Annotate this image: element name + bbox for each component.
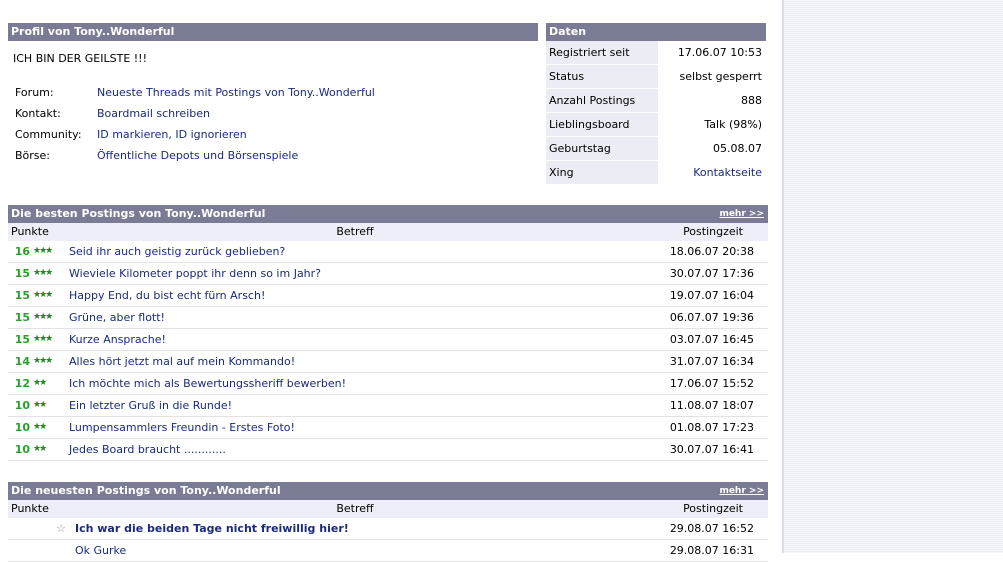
best-postings-panel <box>8 205 768 461</box>
best-postings-header <box>8 205 768 223</box>
newest-postings-list <box>8 518 768 562</box>
posting-subject <box>66 373 654 394</box>
posting-points: 15 <box>14 311 30 324</box>
newest-postings-panel <box>8 482 768 562</box>
posting-subject-link[interactable]: Ok Gurke <box>75 544 127 557</box>
posting-time: 30.07.07 16:41 <box>669 443 754 456</box>
id-ignorieren-link[interactable]: ID ignorieren <box>175 128 247 141</box>
posting-points: 10 <box>14 443 30 456</box>
posting-points: 10 <box>14 399 30 412</box>
posting-row <box>8 439 768 461</box>
col-betreff: Betreff <box>336 502 374 515</box>
posting-subject-link[interactable]: Kurze Ansprache! <box>69 333 166 346</box>
posting-points: 16 <box>14 245 30 258</box>
posting-points: 15 <box>14 267 30 280</box>
rating-stars-icon: ★★★ <box>33 268 52 278</box>
posting-time: 03.07.07 16:45 <box>669 333 754 346</box>
rating-stars-icon: ★★★ <box>33 290 52 300</box>
forum-threads-link[interactable]: Neueste Threads mit Postings von Tony..Wonderful <box>97 86 375 99</box>
xing-contact-link[interactable]: Kontaktseite <box>693 166 762 179</box>
col-postingzeit: Postingzeit <box>683 225 743 238</box>
posting-time: 31.07.07 16:34 <box>669 355 754 368</box>
data-value: Talk (98%) <box>658 113 766 137</box>
rating-stars-icon: ★★★ <box>33 246 52 256</box>
posting-subject-link[interactable]: Lumpensammlers Freundin - Erstes Foto! <box>69 421 295 434</box>
posting-points: 15 <box>14 289 30 302</box>
data-value: 17.06.07 10:53 <box>658 41 766 65</box>
posting-time: 30.07.07 17:36 <box>669 267 754 280</box>
rating-stars-icon: ★★★ <box>33 356 52 366</box>
posting-row <box>8 285 768 307</box>
posting-time: 19.07.07 16:04 <box>669 289 754 302</box>
posting-points: 10 <box>14 421 30 434</box>
posting-subject-link[interactable]: Alles hört jetzt mal auf mein Kommando! <box>69 355 296 368</box>
posting-points <box>8 518 30 539</box>
data-row <box>546 137 766 161</box>
profile-panel <box>8 23 538 166</box>
posting-row <box>8 518 768 540</box>
rating-stars-icon: ★★ <box>33 444 46 454</box>
posting-time: 29.08.07 16:52 <box>669 522 754 535</box>
posting-time: 11.08.07 18:07 <box>669 399 754 412</box>
posting-subject-link[interactable]: Wieviele Kilometer poppt ihr denn so im Jahr? <box>69 267 322 280</box>
newest-postings-title: Die neuesten Postings von Tony..Wonderful <box>11 484 281 497</box>
newest-postings-header <box>8 482 768 500</box>
posting-subject <box>72 518 654 539</box>
data-row <box>546 65 766 89</box>
posting-row <box>8 263 768 285</box>
posting-time: 29.08.07 16:31 <box>669 544 754 557</box>
data-label: Status <box>546 65 658 89</box>
best-postings-list <box>8 241 768 461</box>
data-row <box>546 41 766 65</box>
best-column-header <box>8 223 768 241</box>
posting-row <box>8 540 768 562</box>
data-value: selbst gesperrt <box>658 65 766 89</box>
posting-subject <box>66 329 654 350</box>
boardmail-link[interactable]: Boardmail schreiben <box>97 107 210 120</box>
data-panel <box>546 23 766 185</box>
posting-subject <box>66 395 654 416</box>
col-punkte: Punkte <box>11 225 49 238</box>
posting-points: 14 <box>14 355 30 368</box>
data-row <box>546 89 766 113</box>
id-markieren-link[interactable]: ID markieren <box>97 128 169 141</box>
posting-subject <box>66 241 654 262</box>
posting-subject <box>66 285 654 306</box>
posting-subject-link[interactable]: Jedes Board braucht ............ <box>69 443 226 456</box>
profile-header: Profil von Tony..Wonderful <box>8 23 538 41</box>
posting-subject <box>66 307 654 328</box>
rating-stars-icon <box>30 540 72 561</box>
posting-subject <box>66 263 654 284</box>
profile-slogan: ICH BIN DER GEILSTE !!! <box>13 52 147 65</box>
boerse-label: Börse: <box>15 149 51 162</box>
data-row <box>546 113 766 137</box>
data-label: Xing <box>546 161 658 185</box>
right-sidebar-background <box>782 0 1003 553</box>
col-betreff: Betreff <box>336 225 374 238</box>
posting-time: 01.08.07 17:23 <box>669 421 754 434</box>
profile-row-community <box>12 124 378 145</box>
rating-stars-icon: ★★ <box>33 400 46 410</box>
posting-row <box>8 395 768 417</box>
best-postings-title: Die besten Postings von Tony..Wonderful <box>11 207 266 220</box>
posting-points: 15 <box>14 333 30 346</box>
rating-stars-icon: ★★ <box>33 378 46 388</box>
profile-row-kontakt <box>12 103 378 124</box>
newest-more-link[interactable]: mehr >> <box>719 486 764 496</box>
kontakt-label: Kontakt: <box>15 107 61 120</box>
posting-row <box>8 373 768 395</box>
posting-subject-link[interactable]: Ein letzter Gruß in die Runde! <box>69 399 233 412</box>
posting-subject <box>66 417 654 438</box>
rating-stars-icon: ★★★ <box>33 334 52 344</box>
profile-row-boerse <box>12 145 378 166</box>
data-label: Geburtstag <box>546 137 658 161</box>
data-header: Daten <box>546 23 766 41</box>
data-label: Registriert seit <box>546 41 658 65</box>
posting-row <box>8 307 768 329</box>
posting-subject-link[interactable]: Happy End, du bist echt fürn Arsch! <box>69 289 266 302</box>
col-punkte: Punkte <box>11 502 49 515</box>
forum-label: Forum: <box>15 86 54 99</box>
data-label: Anzahl Postings <box>546 89 658 113</box>
community-separator: , <box>168 128 176 141</box>
posting-subject <box>66 351 654 372</box>
posting-row <box>8 241 768 263</box>
best-more-link[interactable]: mehr >> <box>719 209 764 219</box>
posting-subject <box>72 540 654 561</box>
newest-column-header <box>8 500 768 518</box>
rating-stars-icon: ☆ <box>56 522 66 535</box>
data-label: Lieblingsboard <box>546 113 658 137</box>
data-value: 888 <box>658 89 766 113</box>
posting-row <box>8 417 768 439</box>
posting-points <box>8 540 30 561</box>
data-row <box>546 161 766 185</box>
col-postingzeit: Postingzeit <box>683 502 743 515</box>
posting-time: 06.07.07 19:36 <box>669 311 754 324</box>
posting-subject-link[interactable]: Ich war die beiden Tage nicht freiwillig hier! <box>75 522 349 535</box>
posting-subject-link[interactable]: Seid ihr auch geistig zurück geblieben? <box>69 245 286 258</box>
posting-subject-link[interactable]: Ich möchte mich als Bewertungssheriff bewerben! <box>69 377 346 390</box>
profile-info-table <box>12 82 378 166</box>
data-value: 05.08.07 <box>658 137 766 161</box>
posting-subject <box>66 439 654 460</box>
posting-subject-link[interactable]: Grüne, aber flott! <box>69 311 165 324</box>
posting-row <box>8 329 768 351</box>
depots-link[interactable]: Öffentliche Depots und Börsenspiele <box>97 149 299 162</box>
data-table <box>546 41 766 185</box>
rating-stars-icon: ★★ <box>33 422 46 432</box>
posting-time: 18.06.07 20:38 <box>669 245 754 258</box>
profile-row-forum <box>12 82 378 103</box>
posting-points: 12 <box>14 377 30 390</box>
community-label: Community: <box>15 128 82 141</box>
posting-row <box>8 351 768 373</box>
posting-time: 17.06.07 15:52 <box>669 377 754 390</box>
rating-stars-icon: ★★★ <box>33 312 52 322</box>
